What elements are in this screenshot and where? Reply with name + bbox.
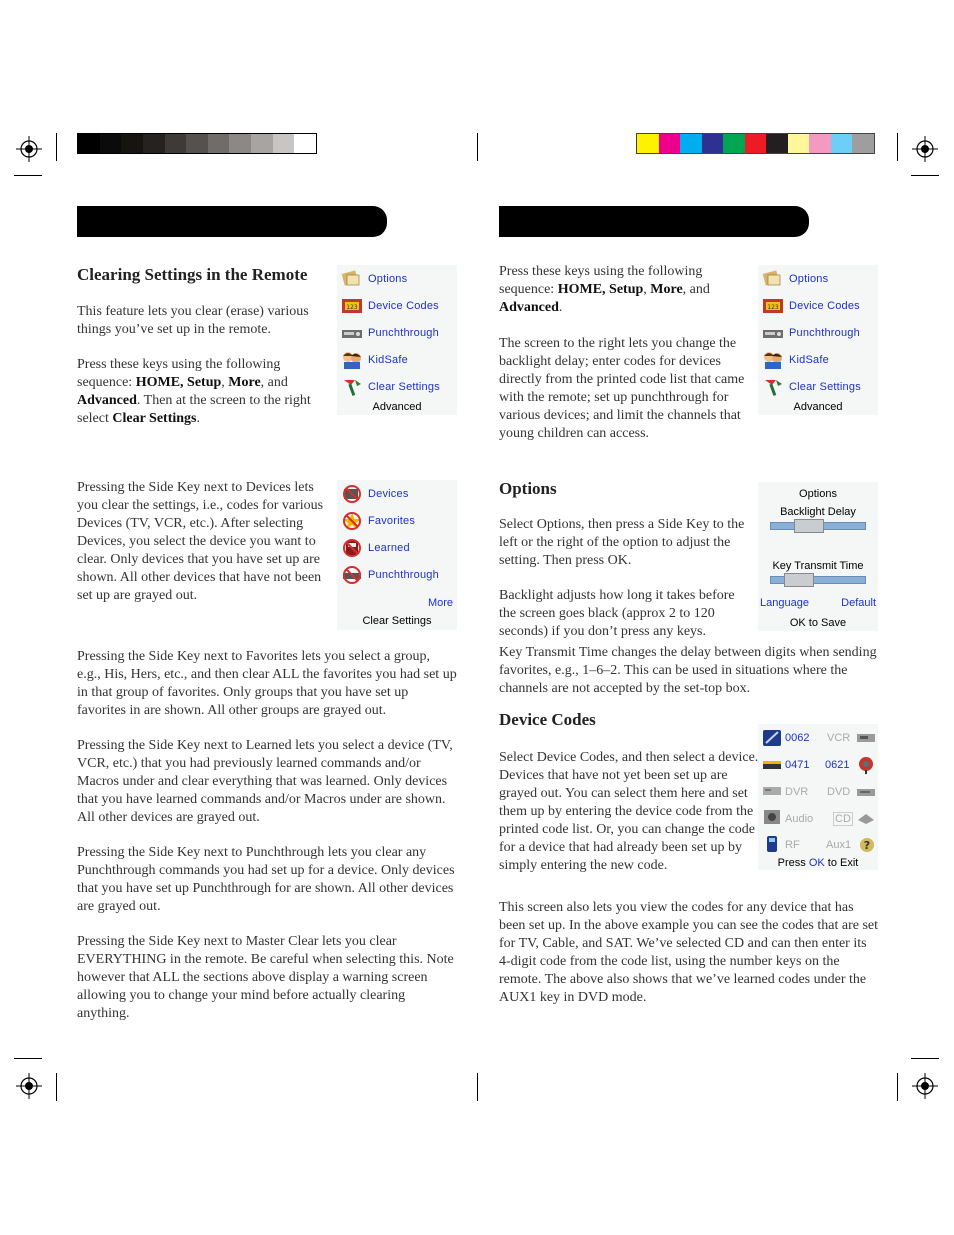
options-title: Options — [499, 479, 557, 498]
default-option[interactable]: Default — [841, 597, 876, 609]
satellite-icon — [856, 755, 876, 775]
backlight-delay-slider[interactable] — [770, 522, 866, 530]
rf-label[interactable]: RF — [785, 839, 800, 851]
sat-code[interactable]: 0621 — [825, 759, 850, 771]
clear-settings-icon — [341, 377, 363, 397]
gray-swatch — [186, 134, 208, 153]
press-ok-to-exit: Press OK to Exit — [777, 857, 859, 869]
registration-mark-top-right — [912, 136, 938, 162]
master-clear-paragraph: Pressing the Side Key next to Master Clear lets you clear EVERYTHING in the remote. Be careful when selecting this. Note however that ALL the sections above display a warning screen allowing you to change your mind before actually clearing anything. — [77, 934, 454, 1021]
gray-swatch — [251, 134, 273, 153]
crop-line — [897, 1073, 898, 1101]
dvr-icon — [762, 783, 782, 799]
advanced-screen-paragraph: The screen to the right lets you change the backlight delay; enter codes for devices directly from the printed code list that came with the remote; set up punchthrough for various devices; and limit the channels that young children can access. — [499, 336, 745, 441]
punchthrough-icon — [341, 323, 363, 343]
backlight-paragraph: Backlight adjusts how long it takes before the screen goes black (approx 2 to 120 seconds) if you don’t press any keys. — [499, 588, 735, 639]
dvd-label[interactable]: DVD — [827, 786, 851, 798]
gray-color-bar — [77, 133, 317, 154]
kidsafe-icon — [762, 350, 784, 370]
gray-swatch — [273, 134, 295, 153]
menu-item-clear-settings[interactable]: Clear Settings — [762, 376, 861, 398]
options-paragraph: Select Options, then press a Side Key to the left or the right of the option to adjust the setting. Then press OK. — [499, 517, 745, 568]
crop-line — [477, 1073, 478, 1101]
menu-item-favorites[interactable]: Favorites — [341, 510, 415, 532]
registration-mark-top-left — [16, 136, 42, 162]
help-question-icon — [858, 836, 876, 854]
advanced-screen-footer: Advanced — [793, 401, 843, 413]
audio-label[interactable]: Audio — [785, 813, 814, 825]
clearing-settings-title: Clearing Settings in the Remote — [77, 265, 308, 284]
menu-item-punchthrough[interactable]: Punchthrough — [341, 322, 439, 344]
learned-clear-icon — [341, 538, 363, 558]
favorites-paragraph: Pressing the Side Key next to Favorites lets you select a group, e.g., His, Hers, etc., and then clear ALL the favorites you had set up in that group of favorites. Only groups that you have set up favorites in are shown. All other groups are grayed out. — [77, 649, 457, 718]
transmit-paragraph: Key Transmit Time changes the delay between digits when sending favorites, e.g., 1–6–2. This can be used in situations where the channels are not accepted by the set-top box. — [499, 645, 877, 696]
punchthrough-paragraph: Pressing the Side Key next to Punchthrough lets you clear any Punchthrough commands you had set up for a device. Only devices that you have set up Punchthrough for are shown. All other devices are grayed out. — [77, 845, 455, 914]
menu-item-options[interactable]: Options — [762, 268, 828, 290]
cd-icon — [856, 810, 876, 826]
clear-settings-screen-footer: Clear Settings — [362, 615, 432, 627]
menu-item-device-codes[interactable]: 123 Device Codes — [762, 295, 860, 317]
options-icon — [341, 269, 363, 289]
advanced-screen-footer: Advanced — [372, 401, 422, 413]
vcr-icon — [856, 730, 876, 746]
crop-line — [56, 1073, 57, 1101]
clear-settings-screen — [337, 480, 457, 630]
device-codes-title: Device Codes — [499, 710, 596, 729]
gray-swatch — [229, 134, 251, 153]
svg-text:123: 123 — [767, 304, 779, 311]
punchthrough-clear-icon — [341, 565, 363, 585]
clear-settings-icon — [762, 377, 784, 397]
backlight-slider-thumb[interactable] — [794, 519, 824, 533]
punchthrough-icon — [762, 323, 784, 343]
device-codes-icon — [341, 296, 363, 316]
kidsafe-icon — [341, 350, 363, 370]
menu-item-punchthrough-clear[interactable]: Punchthrough — [341, 564, 439, 586]
clearing-intro-paragraph: This feature lets you clear (erase) various things you’ve set up in the remote. — [77, 304, 309, 337]
devices-clear-icon — [341, 484, 363, 504]
device-codes-screen — [758, 724, 878, 870]
advanced-menu-screen-right — [758, 265, 878, 415]
color-swatch — [766, 134, 788, 153]
gray-swatch — [294, 134, 316, 153]
device-codes-paragraph: Select Device Codes, and then select a device. Devices that have not yet been set up are grayed out. You can select them here and set them up by entering the device code from the printed code list. Or, you can change the code for a device that had already been set up by simply entering the new code. — [499, 750, 759, 873]
rf-icon — [762, 835, 782, 853]
device-codes-paragraph-2: This screen also lets you view the codes for any device that has been set up. In the above example you can see the codes that are set for TV, Cable, and SAT. We’ve selected CD and can then enter its 4-digit code from the code list, using the number keys on the remote. The above also shows that we’ve learned codes under the AUX1 key in DVD mode. — [499, 900, 879, 1005]
menu-item-device-codes[interactable]: 123 Device Codes — [341, 295, 439, 317]
clearing-sequence-paragraph: Press these keys using the following sequence: HOME, Setup, More, and Advanced. Then at the screen to the right select Clear Settings. — [77, 357, 311, 426]
menu-item-punchthrough[interactable]: Punchthrough — [762, 322, 860, 344]
color-swatch — [831, 134, 853, 153]
color-swatch — [659, 134, 681, 153]
transmit-slider-thumb[interactable] — [784, 573, 814, 587]
devices-paragraph: Pressing the Side Key next to Devices lets you clear the settings, i.e., codes for various Devices (TV, VCR, etc.). After selecting Devices, you select the device you want to clear. Only devices that you have set up are shown. All other devices that have not been set up are grayed out. — [77, 480, 324, 603]
gray-swatch — [78, 134, 100, 153]
section-banner-right — [499, 206, 809, 237]
color-swatch — [637, 134, 659, 153]
learned-paragraph: Pressing the Side Key next to Learned lets you select a device (TV, VCR, etc.) that you had previously learned commands and/or Macros under and clear everything that was learned. Only devices that you have learned commands and/or Macros under are shown. All other devices are grayed out. — [77, 738, 453, 825]
color-swatch — [680, 134, 702, 153]
options-icon — [762, 269, 784, 289]
cable-code[interactable]: 0471 — [785, 759, 810, 771]
menu-item-clear-settings[interactable]: Clear Settings — [341, 376, 440, 398]
gray-swatch — [100, 134, 122, 153]
options-screen-title: Options — [799, 488, 837, 500]
crop-line — [477, 133, 478, 161]
process-color-bar — [636, 133, 875, 154]
cd-label[interactable]: CD — [835, 813, 851, 825]
right-sequence-paragraph: Press these keys using the following sequence: HOME, Setup, More, and Advanced. — [499, 264, 710, 315]
key-transmit-label: Key Transmit Time — [772, 560, 864, 572]
registration-mark-bottom-right — [912, 1073, 938, 1099]
color-swatch — [723, 134, 745, 153]
registration-mark-bottom-left — [16, 1073, 42, 1099]
favorites-clear-icon — [341, 511, 363, 531]
svg-text:123: 123 — [346, 304, 358, 311]
menu-item-kidsafe[interactable]: KidSafe — [762, 349, 829, 371]
menu-item-kidsafe[interactable]: KidSafe — [341, 349, 408, 371]
color-swatch — [809, 134, 831, 153]
options-screen — [758, 482, 878, 631]
audio-icon — [762, 808, 782, 826]
crop-line — [56, 133, 57, 161]
gray-swatch — [208, 134, 230, 153]
menu-item-devices[interactable]: Devices — [341, 483, 409, 505]
ok-to-save-label: OK to Save — [789, 617, 847, 629]
more-option[interactable]: More — [427, 597, 453, 609]
tv-icon — [762, 729, 782, 747]
crop-line — [911, 175, 939, 176]
svg-text:?: ? — [863, 839, 871, 852]
crop-line — [911, 1058, 939, 1059]
crop-line — [14, 175, 42, 176]
dvr-label[interactable]: DVR — [785, 786, 809, 798]
key-transmit-slider[interactable] — [770, 576, 866, 584]
backlight-delay-label: Backlight Delay — [780, 506, 856, 518]
menu-item-learned[interactable]: Learned — [341, 537, 410, 559]
gray-swatch — [143, 134, 165, 153]
color-swatch — [702, 134, 724, 153]
menu-item-options[interactable]: Options — [341, 268, 407, 290]
tv-code[interactable]: 0062 — [785, 732, 810, 744]
dvd-icon — [856, 784, 876, 800]
language-option[interactable]: Language — [760, 597, 809, 609]
color-swatch — [852, 134, 874, 153]
gray-swatch — [121, 134, 143, 153]
advanced-menu-screen — [337, 265, 457, 415]
crop-line — [14, 1058, 42, 1059]
device-codes-icon — [762, 296, 784, 316]
gray-swatch — [165, 134, 187, 153]
color-swatch — [788, 134, 810, 153]
crop-line — [897, 133, 898, 161]
cable-icon — [762, 756, 782, 774]
color-swatch — [745, 134, 767, 153]
aux1-label[interactable]: Aux1 — [826, 839, 852, 851]
section-banner-left — [77, 206, 387, 237]
vcr-label[interactable]: VCR — [827, 732, 851, 744]
